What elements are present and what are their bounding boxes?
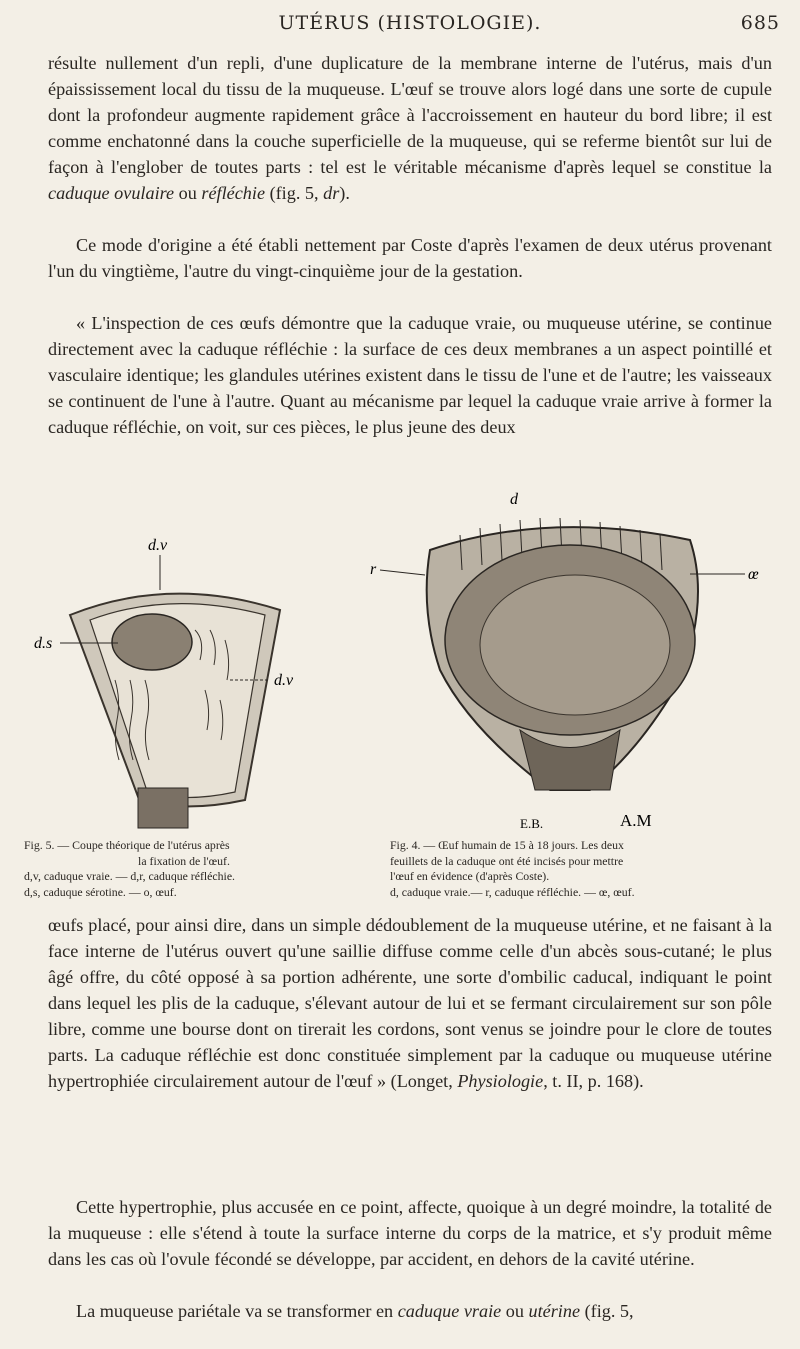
- paragraph-1: [48, 50, 772, 206]
- figure-4-human-egg: [370, 490, 790, 835]
- para1-text: résulte nullement d'un repli, d'une duplicature de la membrane interne de l'utérus, mais d'un épaississement local du tissu de la muqueuse. L'œuf se trouve alors logé dans une sorte de cupule dont la profondeur augmente rapidement grâce à l'accroissement en hauteur du bord libre; il est comme enchatonné dans la couche superficielle de la muqueuse, qui se referme bientôt sur lui de façon à l'englober de toutes parts : tel est le véritable mécanisme d'après lequel se constitue la: [48, 53, 772, 177]
- para4-text: œufs placé, pour ainsi dire, dans un simple dédoublement de la muqueuse utérine, et ne faisant à la face interne de l'utérus ouvert qu'une saillie diffuse comme celle d'un abcès sous-cutané; le plus âgé offre, du côté opposé à sa portion adhérente, une sorte d'ombilic caducal, indiquant le point dans lequel les plis de la caduque, s'élevant autour de lui et se fermant circulairement sur son pôle libre, comme une bourse dont on tirerait les cordons, sont venus se joindre pour le clore de toutes parts. La caduque réfléchie est donc constituée simplement par la caduque ou muqueuse utérine hypertrophiée circulairement autour de l'œuf » (Longet,: [48, 915, 772, 1091]
- paragraph-2: [48, 232, 772, 284]
- para3-text: « L'inspection de ces œufs démontre que la caduque vraie, ou muqueuse utérine, se continue directement avec la caduque réfléchie : la surface de ces deux membranes a un aspect pointillé et vasculaire identique; les glandules utérines existent dans le tissu de l'une et de l'autre; les vaisseaux se continuent de l'une à l'autre. Quant au mécanisme par lequel la caduque vraie arrive à former la caduque réfléchie, on voit, sur ces pièces, le plus jeune des deux: [48, 313, 772, 437]
- fig5-label-dv-right: d.v: [274, 672, 294, 689]
- fig4-signature-am: A.M: [620, 811, 652, 830]
- paragraph-4: [48, 912, 772, 1094]
- fig4-label-oe: œ: [748, 566, 759, 583]
- figures-area: [20, 490, 800, 835]
- fig5-caption-line-2: la fixation de l'œuf.: [138, 853, 230, 868]
- figure-4-drawing: [370, 490, 790, 835]
- fig4-caption-line-4: d, caduque vraie.— r, caduque réfléchie. — œ, œuf.: [390, 884, 635, 899]
- paragraph-6: [48, 1298, 772, 1324]
- fig5-caption-line-1: Fig. 5. — Coupe théorique de l'utérus après: [24, 838, 230, 852]
- fig4-caption-line-3: l'œuf en évidence (d'après Coste).: [390, 869, 550, 883]
- fig4-label-r: r: [370, 561, 377, 578]
- para1-italic-caduque-ovulaire: caduque ovulaire: [48, 183, 175, 203]
- paragraph-5: [48, 1194, 772, 1272]
- para1-italic-reflechie: réfléchie: [201, 183, 266, 203]
- figure-5-caption: [24, 838, 344, 900]
- egg-inner-shape: [480, 575, 670, 715]
- fig4-caption-line-1: Fig. 4. — Œuf humain de 15 à 18 jours. Les deux: [390, 838, 624, 852]
- fig4-caption-line-2: feuillets de la caduque ont été incisés pour mettre: [390, 853, 624, 868]
- figure-4-caption: [390, 838, 790, 900]
- figure-5-drawing: [30, 530, 360, 830]
- egg-shape: [112, 614, 192, 670]
- paragraph-3: [48, 310, 772, 440]
- fig5-caption-line-3: d,v, caduque vraie. — d,r, caduque réfléchie.: [24, 869, 236, 883]
- para4-end: , t. II, p. 168).: [543, 1071, 644, 1091]
- fig5-label-ds: d.s: [34, 635, 53, 652]
- para6-italic-caduque-vraie: caduque vraie: [397, 1301, 502, 1321]
- para6-end: (fig. 5,: [580, 1301, 634, 1321]
- para6-mid: ou: [501, 1301, 529, 1321]
- fig5-caption-line-4: d,s, caduque sérotine. — o, œuf.: [24, 884, 177, 899]
- fig5-label-dv-top: d.v: [148, 537, 168, 554]
- fig4-signature-eb: E.B.: [520, 816, 544, 831]
- label-r-line: [380, 570, 425, 575]
- para1-tail: (fig. 5,: [265, 183, 324, 203]
- page-number: 685: [740, 12, 780, 34]
- para6-italic-uterine: utérine: [528, 1301, 581, 1321]
- para5-text: Cette hypertrophie, plus accusée en ce point, affecte, quoique à un degré moindre, la totalité de la muqueuse : elle s'étend à toute la surface interne du corps de la matrice, et s'y produit même dans les cas où l'ovule fécondé se développe, par accident, en dehors de la cavité utérine.: [48, 1197, 772, 1269]
- fig4-label-d: d: [510, 491, 518, 508]
- para1-end: ).: [339, 183, 350, 203]
- para1-italic-dr: dr: [323, 183, 340, 203]
- para2-text: Ce mode d'origine a été établi nettement par Coste d'après l'examen de deux utérus provenant l'un du vingtième, l'autre du vingt-cinquième jour de la gestation.: [48, 235, 772, 281]
- para4-italic-physiologie: Physiologie: [457, 1071, 544, 1091]
- header-title: UTÉRUS (HISTOLOGIE).: [278, 12, 542, 34]
- running-header: [30, 12, 790, 42]
- cervix-shape: [138, 788, 188, 828]
- figure-5-uterus-section: [30, 530, 360, 830]
- para1-mid: ou: [174, 183, 202, 203]
- para6-text: La muqueuse pariétale va se transformer en: [76, 1301, 398, 1321]
